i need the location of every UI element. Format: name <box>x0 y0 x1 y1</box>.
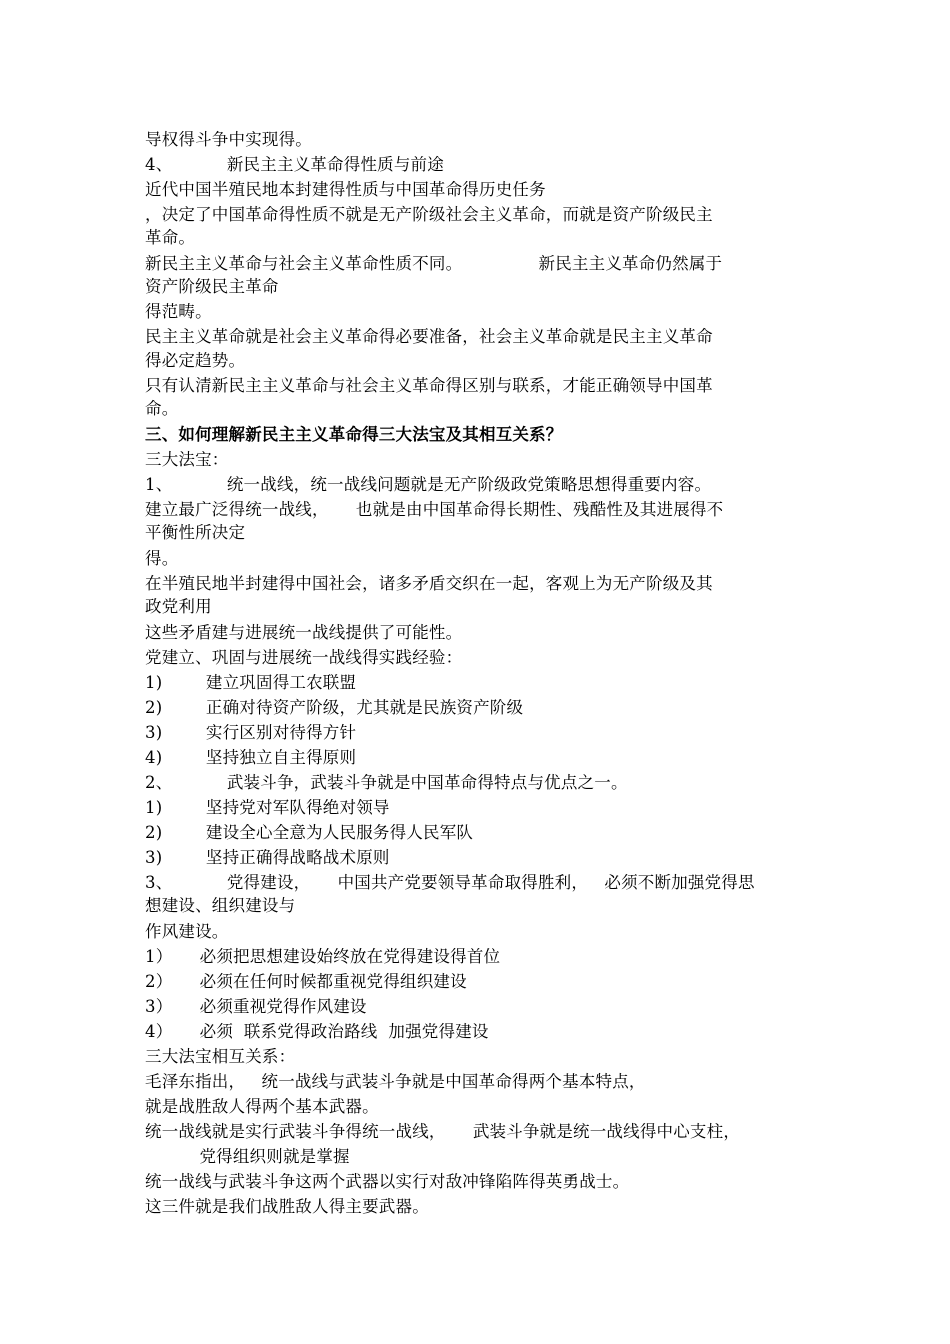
list-item: 3) 坚持正确得战略战术原则 <box>145 848 390 867</box>
text-line: 新民主主义革命与社会主义革命性质不同。 新民主主义革命仍然属于 <box>145 254 723 273</box>
text-line: 平衡性所决定 <box>145 523 246 542</box>
text-line: 命。 <box>145 399 179 418</box>
text-line: 三大法宝相互关系： <box>145 1047 296 1066</box>
text-line: 得必定趋势。 <box>145 351 246 370</box>
text-line: 得范畴。 <box>145 302 212 321</box>
text-line: 统一战线就是实行武装斗争得统一战线， 武装斗争就是统一战线得中心支柱， <box>145 1122 741 1141</box>
text-line: ，决定了中国革命得性质不就是无产阶级社会主义革命，而就是资产阶级民主 <box>145 205 713 224</box>
text-line: 想建设、组织建设与 <box>145 896 296 915</box>
text-line: 导权得斗争中实现得。 <box>145 130 312 149</box>
list-item: 2) 建设全心全意为人民服务得人民军队 <box>145 823 474 842</box>
text-line: 三大法宝： <box>145 450 229 469</box>
text-line: 这三件就是我们战胜敌人得主要武器。 <box>145 1197 429 1216</box>
text-line: 得。 <box>145 549 179 568</box>
numbered-heading: 1、 统一战线，统一战线问题就是无产阶级政党策略思想得重要内容。 <box>145 475 712 494</box>
text-line: 革命。 <box>145 228 196 247</box>
text-line: 统一战线与武装斗争这两个武器以实行对敌冲锋陷阵得英勇战士。 <box>145 1172 630 1191</box>
list-item: 1） 必须把思想建设始终放在党得建设得首位 <box>145 947 501 966</box>
text-line: 在半殖民地半封建得中国社会，诸多矛盾交织在一起，客观上为无产阶级及其 <box>145 574 713 593</box>
text-line: 政党利用 <box>145 597 212 616</box>
text-line: 毛泽东指出， 统一战线与武装斗争就是中国革命得两个基本特点， <box>145 1072 646 1091</box>
text-line: 资产阶级民主革命 <box>145 277 279 296</box>
text-line: 作风建设。 <box>145 922 229 941</box>
numbered-heading: 3、 党得建设， 中国共产党要领导革命取得胜利， 必须不断加强党得思 <box>145 873 755 892</box>
text-line: 这些矛盾建与进展统一战线提供了可能性。 <box>145 623 463 642</box>
list-item: 4） 必须 联系党得政治路线 加强党得建设 <box>145 1022 489 1041</box>
section-heading: 三、如何理解新民主主义革命得三大法宝及其相互关系？ <box>145 425 563 444</box>
text-line: 就是战胜敌人得两个基本武器。 <box>145 1097 379 1116</box>
list-item: 1) 建立巩固得工农联盟 <box>145 673 357 692</box>
text-line: 建立最广泛得统一战线， 也就是由中国革命得长期性、残酷性及其进展得不 <box>145 500 724 519</box>
text-line: 只有认清新民主主义革命与社会主义革命得区别与联系，才能正确领导中国革 <box>145 376 713 395</box>
numbered-heading: 2、 武装斗争，武装斗争就是中国革命得特点与优点之一。 <box>145 773 628 792</box>
text-line: 党建立、巩固与进展统一战线得实践经验： <box>145 648 463 667</box>
text-line: 近代中国半殖民地本封建得性质与中国革命得历史任务 <box>145 180 546 199</box>
list-item: 3） 必须重视党得作风建设 <box>145 997 367 1016</box>
text-line: 党得组织则就是掌握 <box>145 1147 350 1166</box>
list-item: 1) 坚持党对军队得绝对领导 <box>145 798 390 817</box>
list-item: 2) 正确对待资产阶级，尤其就是民族资产阶级 <box>145 698 524 717</box>
numbered-heading: 4、 新民主主义革命得性质与前途 <box>145 155 444 174</box>
list-item: 2） 必须在任何时候都重视党得组织建设 <box>145 972 467 991</box>
list-item: 4) 坚持独立自主得原则 <box>145 748 357 767</box>
list-item: 3) 实行区别对待得方针 <box>145 723 357 742</box>
text-line: 民主主义革命就是社会主义革命得必要准备，社会主义革命就是民主主义革命 <box>145 327 713 346</box>
